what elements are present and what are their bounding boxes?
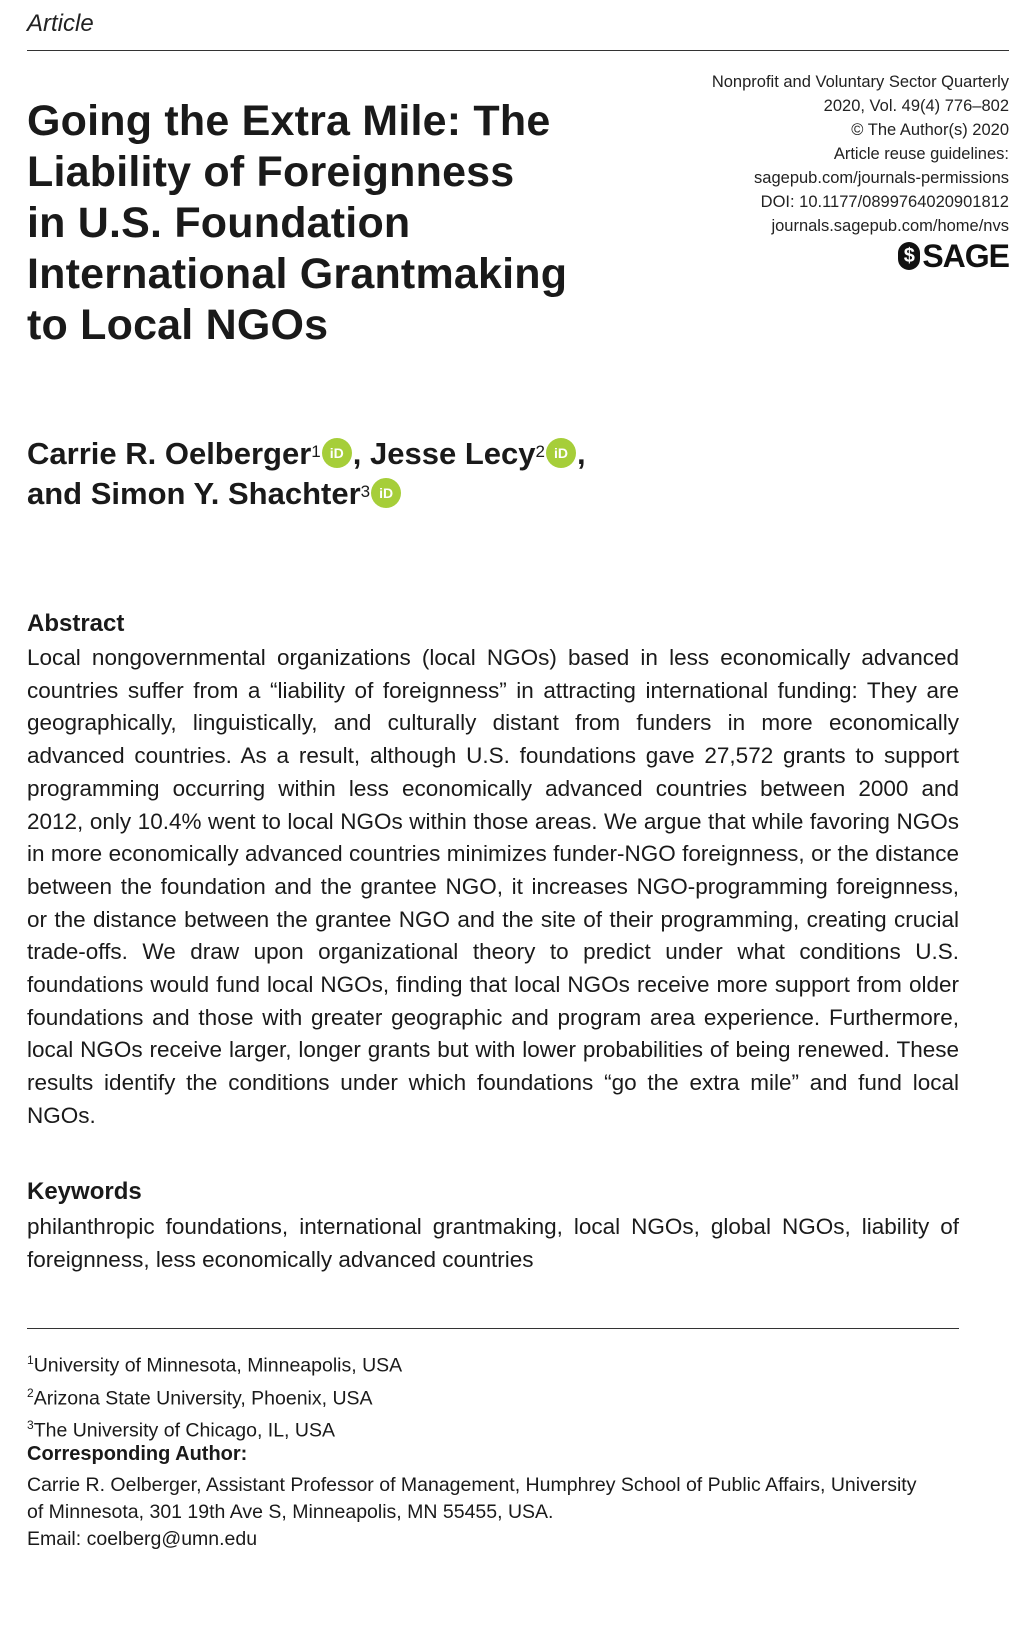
author-name: and Simon Y. Shachter bbox=[27, 476, 361, 511]
affiliation-text: University of Minnesota, Minneapolis, USA bbox=[33, 1354, 403, 1377]
article-title bbox=[27, 96, 627, 351]
reuse-label: Article reuse guidelines: bbox=[833, 145, 1009, 163]
affiliation-number: 3 bbox=[27, 1418, 34, 1432]
title-line: Going the Extra Mile: The bbox=[27, 97, 551, 145]
author-affil-number: 2 bbox=[535, 442, 545, 461]
footnote-divider bbox=[27, 1328, 959, 1329]
affiliation-item bbox=[27, 1380, 402, 1413]
affiliation-item bbox=[27, 1412, 402, 1445]
author-affil-number: 3 bbox=[360, 482, 371, 501]
affiliation-number: 2 bbox=[27, 1385, 34, 1400]
abstract-heading: Abstract bbox=[27, 610, 125, 637]
title-line: International Grantmaking bbox=[27, 250, 568, 298]
sage-logo-text: SAGE bbox=[922, 238, 1009, 274]
author-affil-number: 1 bbox=[311, 442, 321, 461]
author-list bbox=[27, 434, 727, 514]
journal-home-link[interactable]: journals.sagepub.com/home/nvs bbox=[771, 217, 1009, 235]
sage-s-icon: $ bbox=[898, 242, 920, 270]
affiliation-number: 1 bbox=[27, 1353, 34, 1367]
corresponding-author-address: of Minnesota, 301 19th Ave S, Minneapolis, MN 55455, USA. bbox=[27, 1501, 554, 1523]
corresponding-author-details bbox=[27, 1472, 959, 1553]
journal-name: Nonprofit and Voluntary Sector Quarterly bbox=[711, 73, 1009, 91]
title-line: in U.S. Foundation bbox=[27, 199, 411, 247]
doi-link[interactable]: DOI: 10.1177/0899764020901812 bbox=[760, 193, 1009, 211]
corresponding-author-line: Carrie R. Oelberger, Assistant Professor of Management, Humphrey School of Public Affairs, University bbox=[27, 1474, 917, 1496]
article-page bbox=[27, 0, 1009, 1652]
corresponding-author-heading: Corresponding Author: bbox=[27, 1443, 248, 1465]
header-divider bbox=[27, 50, 1009, 51]
author-name: Carrie R. Oelberger bbox=[27, 436, 312, 471]
author-line bbox=[27, 434, 727, 474]
keywords-heading: Keywords bbox=[27, 1178, 142, 1205]
orcid-icon[interactable]: iD bbox=[322, 438, 352, 468]
affiliations bbox=[27, 1347, 402, 1445]
affiliation-text: The University of Chicago, IL, USA bbox=[33, 1419, 335, 1442]
permissions-link[interactable]: sagepub.com/journals-permissions bbox=[754, 169, 1009, 187]
author-separator: , bbox=[576, 436, 586, 471]
title-line: to Local NGOs bbox=[27, 301, 329, 349]
author-line bbox=[27, 474, 727, 514]
author-separator: , bbox=[352, 436, 362, 471]
keywords-text: philanthropic foundations, international grantmaking, local NGOs, global NGOs, liability of foreignness, less economically advanced countries bbox=[27, 1214, 959, 1272]
orcid-icon[interactable]: iD bbox=[371, 478, 401, 508]
orcid-icon[interactable]: iD bbox=[546, 438, 576, 468]
title-line: Liability of Foreignness bbox=[27, 148, 515, 196]
author-name: Jesse Lecy bbox=[370, 436, 536, 471]
abstract-text: Local nongovernmental organizations (local NGOs) based in less economically advanced countries suffer from a “liability of foreignness” in attracting international funding: They are geographically, linguistically, and culturally distant from funders in more economically advanced countries. As a result, although U.S. foundations gave 27,572 grants to support programming occurring within less economically advanced countries between 2000 and 2012, only 10.4% went to local NGOs within those areas. We argue that while favoring NGOs in more economically advanced countries minimizes funder-NGO foreignness, or the distance between the foundation and the grantee NGO, it increases NGO-programming foreignness, or the distance between the grantee NGO and the site of their programming, creating crucial trade-offs. We draw upon organizational theory to predict under what conditions U.S. foundations would fund local NGOs, finding that local NGOs receive more support from older foundations and those with greater geographic and program area experience. Furthermore, local NGOs receive larger, longer grants but with lower probabilities of being renewed. These results identify the conditions under which foundations “go the extra mile” and fund local NGOs. bbox=[27, 645, 959, 1128]
corresponding-author-email[interactable]: Email: coelberg@umn.edu bbox=[27, 1528, 258, 1550]
journal-info bbox=[589, 70, 1009, 272]
journal-volume: 2020, Vol. 49(4) 776–802 bbox=[823, 97, 1009, 115]
sage-logo bbox=[589, 240, 1009, 272]
article-type-label: Article bbox=[27, 10, 94, 37]
journal-copyright: © The Author(s) 2020 bbox=[851, 121, 1009, 139]
affiliation-item bbox=[27, 1347, 402, 1380]
affiliation-text: Arizona State University, Phoenix, USA bbox=[33, 1387, 373, 1409]
